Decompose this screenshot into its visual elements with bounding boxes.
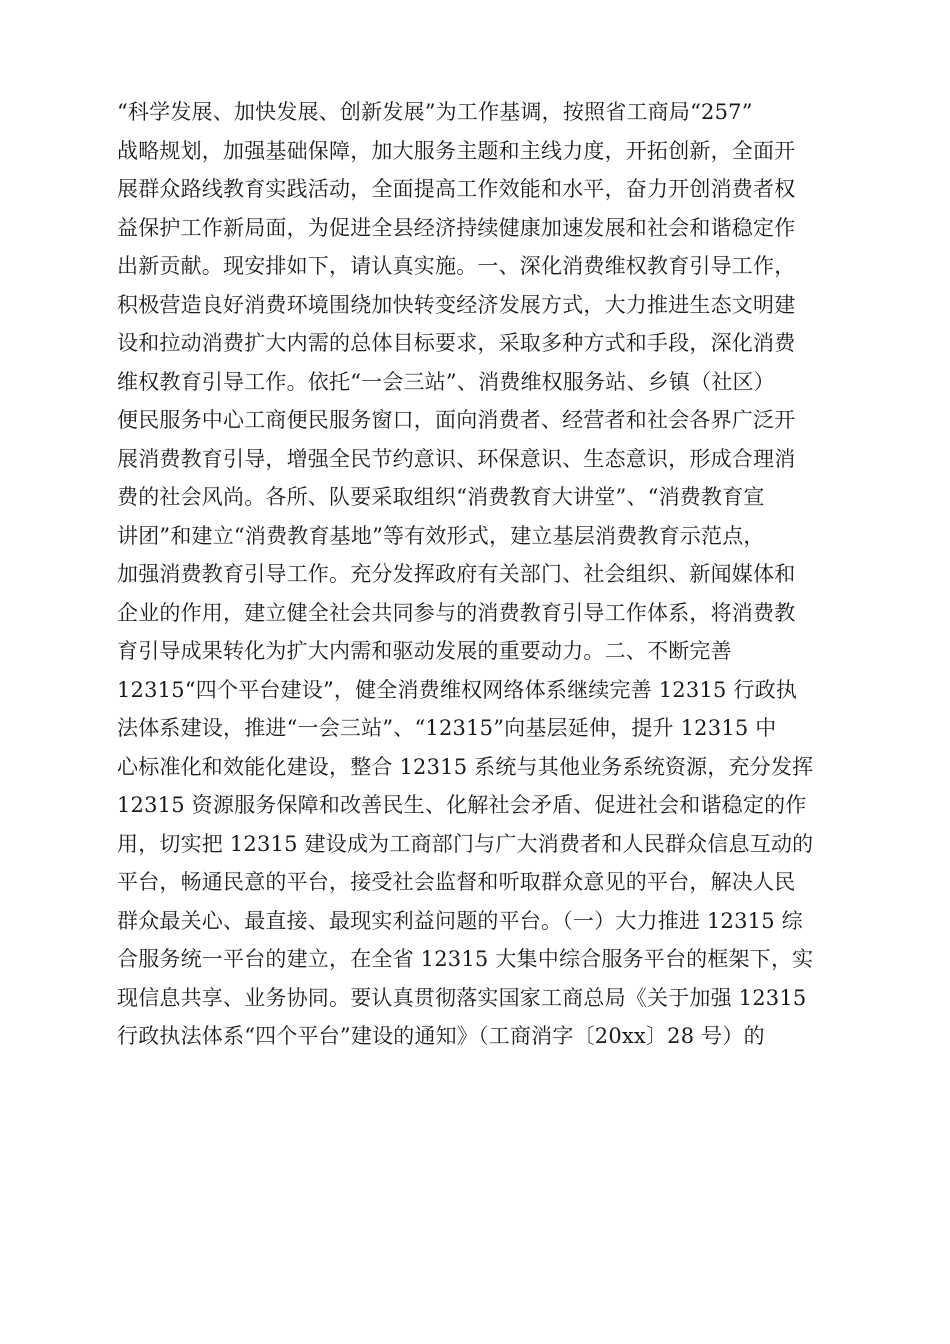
text-line: 便民服务中心工商便民服务窗口，面向消费者、经营者和社会各界广泛开 xyxy=(117,408,796,432)
text-line: 心标准化和效能化建设，整合 12315 系统与其他业务系统资源，充分发挥 xyxy=(117,754,814,779)
text-line: 12315 资源服务保障和改善民生、化解社会矛盾、促进社会和谐稳定的作 xyxy=(117,793,807,817)
text-line: 积极营造良好消费环境围绕加快转变经济发展方式，大力推进生态文明建 xyxy=(117,292,796,317)
text-line: 费的社会风尚。各所、队要采取组织“消费教育大讲堂”、“消费教育宣 xyxy=(117,485,765,509)
text-line: 12315“四个平台建设”，健全消费维权网络体系继续完善 12315 行政执 xyxy=(117,677,798,702)
text-line: 讲团”和建立“消费教育基地”等有效形式，建立基层消费教育示范点， xyxy=(117,523,765,548)
text-line: 维权教育引导工作。依托“一会三站”、消费维权服务站、乡镇（社区） xyxy=(117,369,775,394)
text-line: 用，切实把 12315 建设成为工商部门与广大消费者和人民群众信息互动的 xyxy=(117,831,814,856)
text-line: 合服务统一平台的建立，在全省 12315 大集中综合服务平台的框架下，实 xyxy=(117,947,814,971)
text-line: 展群众路线教育实践活动，全面提高工作效能和水平，奋力开创消费者权 xyxy=(117,177,796,201)
text-line: 出新贡献。现安排如下，请认真实施。一、深化消费维权教育引导工作， xyxy=(117,254,796,278)
text-line: 育引导成果转化为扩大内需和驱动发展的重要动力。二、不断完善 xyxy=(117,639,732,663)
text-line: 平台，畅通民意的平台，接受社会监督和听取群众意见的平台，解决人民 xyxy=(117,870,796,894)
text-line: 展消费教育引导，增强全民节约意识、环保意识、生态意识，形成合理消 xyxy=(117,446,796,471)
text-line: 现信息共享、业务协同。要认真贯彻落实国家工商总局《关于加强 12315 xyxy=(117,985,807,1010)
text-line: 行政执法体系“四个平台”建设的通知》（工商消字〔20xx〕28 号）的 xyxy=(117,1024,765,1048)
text-line: 战略规划，加强基础保障，加大服务主题和主线力度，开拓创新，全面开 xyxy=(117,138,796,163)
text-line: 加强消费教育引导工作。充分发挥政府有关部门、社会组织、新闻媒体和 xyxy=(117,562,796,586)
text-line: “科学发展、加快发展、创新发展”为工作基调，按照省工商局“257” xyxy=(117,100,753,124)
body-text xyxy=(117,93,837,1056)
text-line: 益保护工作新局面，为促进全县经济持续健康加速发展和社会和谐稳定作 xyxy=(117,215,796,240)
text-line: 设和拉动消费扩大内需的总体目标要求，采取多种方式和手段，深化消费 xyxy=(117,331,796,355)
text-line: 法体系建设，推进“一会三站”、“12315”向基层延伸，提升 12315 中 xyxy=(117,716,777,740)
text-line: 群众最关心、最直接、最现实利益问题的平台。（一）大力推进 12315 综 xyxy=(117,908,803,933)
text-line: 企业的作用，建立健全社会共同参与的消费教育引导工作体系，将消费教 xyxy=(117,600,796,625)
